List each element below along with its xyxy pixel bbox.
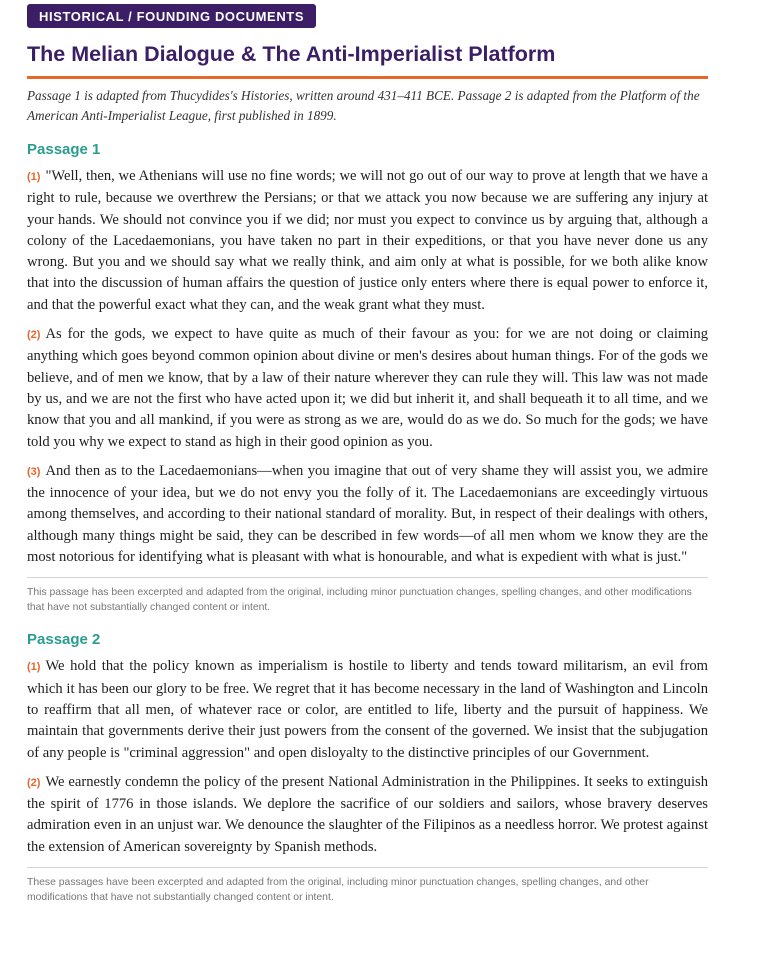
paragraph-number: (2)	[27, 776, 41, 789]
passage-2-paragraph-1	[27, 656, 708, 763]
passage-1-paragraph-3	[27, 461, 708, 568]
paragraph-number: (2)	[27, 329, 41, 342]
passage-1-paragraph-2	[27, 324, 708, 453]
paragraph-text: We hold that the policy known as imperialism is hostile to liberty and tends toward militarism, an evil from which it has been our glory to be free. We regret that it has become necessary in the land of Washington and Lincoln to reaffirm that all men, of whatever race or color, are entitled to life, liberty and the pursuit of happiness. We maintain that governments derive their just powers from the consent of the governed. We insist that the subjugation of any people is "criminal aggression" and open disloyalty to the distinctive principles of our Government.	[27, 658, 708, 761]
passage-1-source-note: This passage has been excerpted and adapted from the original, including minor punctuation changes, spelling changes, and other modifications that have not substantially changed content or intent.	[27, 587, 692, 614]
category-badge: HISTORICAL / FOUNDING DOCUMENTS	[27, 4, 316, 28]
paragraph-text: As for the gods, we expect to have quite as much of their favour as you: for we are not doing or claiming anything which goes beyond common opinion about divine or men's desires about human things. For of the gods we believe, and of men we know, that by a law of their nature wherever they can rule they will. This law was not made by us, and we are not the first who have acted upon it; we did but inherit it, and shall bequeath it to all time, and we know that you and all mankind, if you were as strong as we are, would do as we do. So much for the gods; we have told you why we expect to stand as high in their good opinion as you.	[27, 326, 708, 450]
passage-1-paragraph-1	[27, 166, 708, 316]
paragraph-text: "Well, then, we Athenians will use no fine words; we will not go out of our way to prove at length that we have a right to rule, because we overthrew the Persians; or that we attack you now because we are suffering any injury at your hands. We should not convince you if we did; nor must you expect to convince us by arguing that, although a colony of the Lacedaemonians, you have taken no part in their expeditions, or that you have never done us any wrong. But you and we should say what we really think, and aim only at what is possible, for we both alike know that into the discussion of human affairs the question of justice only enters where there is equal power to enforce it, and that the powerful exact what they can, and the weak grant what they must.	[27, 168, 708, 313]
note-divider	[27, 867, 708, 868]
passage-2-paragraph-2	[27, 772, 708, 858]
passage-1-heading: Passage 1	[27, 141, 101, 158]
paragraph-text: We earnestly condemn the policy of the present National Administration in the Philippines. It seeks to extinguish the spirit of 1776 in those islands. We deplore the sacrifice of our soldiers and sailors, whose bravery deserves admiration even in an unjust war. We denounce the slaughter of the Filipinos as a needless horror. We protest against the extension of American sovereignty by Spanish methods.	[27, 773, 708, 855]
paragraph-number: (1)	[27, 661, 41, 674]
passage-2-heading: Passage 2	[27, 631, 101, 649]
intro-text: Passage 1 is adapted from Thucydides's Histories, written around 431–411 BCE. Passage 2 is adapted from the Platform of the American Anti-Imperialist League, first published in 1899.	[27, 88, 700, 123]
passage-2	[27, 631, 708, 905]
page-title: The Melian Dialogue & The Anti-Imperialist Platform	[27, 42, 556, 66]
paragraph-number: (1)	[27, 171, 41, 183]
paragraph-text: And then as to the Lacedaemonians—when you imagine that out of very shame they will assist you, we admire the innocence of your idea, but we do not envy you the folly of it. The Lacedaemonians are exceedingly virtuous among themselves, and according to their national standard of morality. But, in respect of their dealings with others, although many things might be said, they can be described in few words—of all men whom we know they are the most notorious for identifying what is pleasant with what is honourable, and what is expedient with what is just."	[27, 462, 708, 566]
note-divider	[27, 577, 708, 578]
paragraph-number: (3)	[27, 465, 41, 478]
title-divider	[27, 76, 708, 79]
passage-1	[27, 141, 708, 615]
passage-2-source-note: These passages have been excerpted and adapted from the original, including minor punctuation changes, spelling changes, and other modifications that have not substantially changed content or intent.	[27, 877, 649, 904]
